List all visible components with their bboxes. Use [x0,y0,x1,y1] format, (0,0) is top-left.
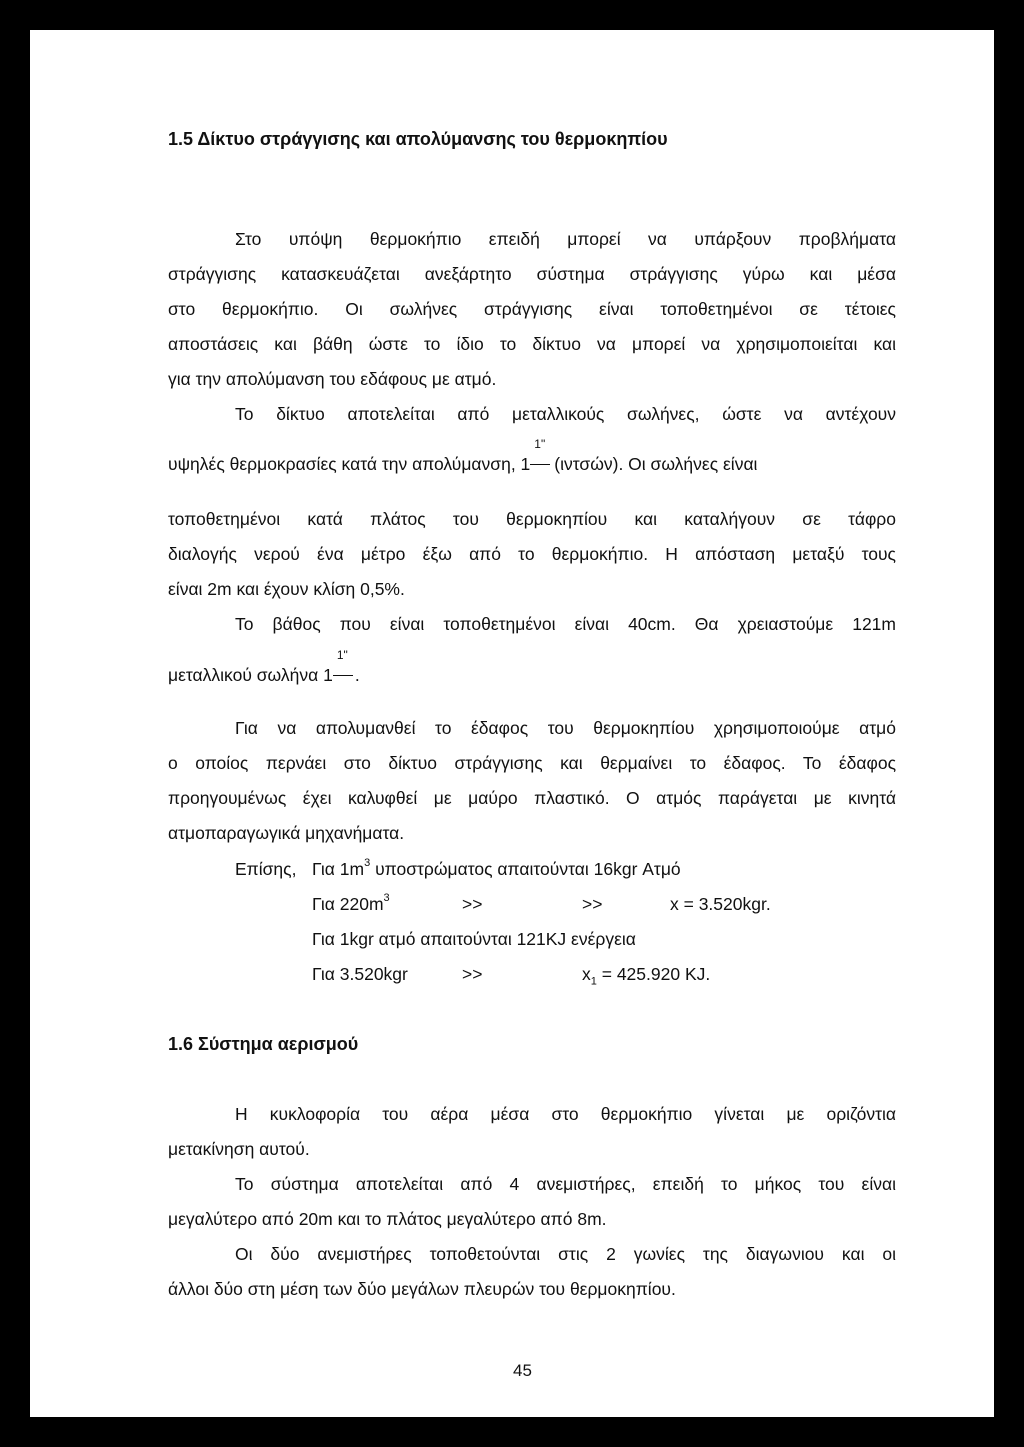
paragraph-line: προηγουμένως έχει καλυφθεί με μαύρο πλαστικό. Ο ατμός παράγεται με κινητά [168,788,896,808]
paragraph-line: Η κυκλοφορία του αέρα μέσα στο θερμοκήπιο γίνεται με οριζόντια [235,1104,896,1124]
paragraph-line: για την απολύμανση του εδάφους με ατμό. [168,369,497,389]
paragraph-line: Στο υπόψη θερμοκήπιο επειδή μπορεί να υπάρξουν προβλήματα [235,229,896,249]
calc-intro: Επίσης, [235,859,297,879]
calc-ditto: >> [462,964,483,984]
calc-ditto: >> [582,894,603,914]
calc-result [582,963,710,993]
section-heading-drainage: 1.5 Δίκτυο στράγγισης και απολύμανσης του θερμοκηπίου [168,129,668,149]
superscript: 3 [383,892,390,904]
calc-row-2-label [312,893,390,915]
paragraph-line: Για να απολυμανθεί το έδαφος του θερμοκηπίου χρησιμοποιούμε ατμό [235,718,896,738]
calc-result: x = 3.520kgr. [670,894,771,914]
calc-row-1 [312,858,681,880]
paragraph-line: ο οποίος περνάει στο δίκτυο στράγγισης και θερμαίνει το έδαφος. Το έδαφος [168,753,896,773]
superscript: 3 [364,857,371,869]
paragraph-line: άλλοι δύο στη μέση των δύο μεγάλων πλευρών του θερμοκηπίου. [168,1279,676,1299]
line-text: (ιντσών). Οι σωλήνες είναι [554,454,758,474]
paragraph-line: είναι 2m και έχουν κλίση 0,5%. [168,579,405,599]
calc-text: Για 1m [312,859,365,879]
paragraph-line: στράγγισης κατασκευάζεται ανεξάρτητο σύστημα στράγγισης γύρω και μέσα [168,264,896,284]
fraction-bar [333,675,353,676]
fraction-bar [530,464,550,465]
paragraph-line-with-fraction [168,437,896,475]
line-text: . [354,665,360,685]
paragraph-line: διαλογής νερού ένα μέτρο έξω από το θερμοκήπιο. Η απόσταση μεταξύ τους [168,544,896,564]
line-text: μεταλλικού σωλήνα 1 [168,665,333,685]
paragraph-line-with-fraction [168,648,360,686]
paragraph-line: ατμοπαραγωγικά μηχανήματα. [168,823,405,843]
page-number: 45 [513,1361,532,1380]
paragraph-line: Το βάθος που είναι τοποθετημένοι είναι 40cm. Θα χρειαστούμε 121m [235,614,896,634]
section-heading-ventilation: 1.6 Σύστημα αερισμού [168,1034,359,1054]
fraction-numerator: 1" [534,437,546,451]
paragraph-line: τοποθετημένοι κατά πλάτος του θερμοκηπίου και καταλήγουν σε τάφρο [168,509,896,529]
calc-text: υποστρώματος απαιτούνται 16kgr Ατμό [370,859,681,879]
calc-row-4-label: Για 3.520kgr [312,964,408,984]
fraction-numerator: 1" [336,648,348,662]
paragraph-line: Οι δύο ανεμιστήρες τοποθετούνται στις 2 γωνίες της διαγωνιου και οι [235,1244,896,1264]
fraction-inch [333,648,355,686]
subscript: 1 [590,975,597,988]
calc-text: = 425.920 KJ. [596,964,711,984]
calc-ditto: >> [462,894,483,914]
paragraph-line: στο θερμοκήπιο. Οι σωλήνες στράγγισης είναι τοποθετημένοι σε τέτοιες [168,299,896,319]
paragraph-line: Το σύστημα αποτελείται από 4 ανεμιστήρες, επειδή το μήκος του είναι [235,1174,896,1194]
line-text: υψηλές θερμοκρασίες κατά την απολύμανση, 1 [168,454,531,474]
line-segment [168,437,758,475]
fraction-inch [530,437,554,475]
variable: x [582,964,591,984]
document-page [30,30,994,1417]
paragraph-line: αποστάσεις και βάθη ώστε το ίδιο το δίκτυο να μπορεί να χρησιμοποιείται και [168,334,896,354]
calc-row-3: Για 1kgr ατμό απαιτούνται 121KJ ενέργεια [312,929,636,949]
calc-text: Για 220m [312,894,384,914]
paragraph-line: Το δίκτυο αποτελείται από μεταλλικούς σωλήνες, ώστε να αντέχουν [235,404,896,424]
paragraph-line: μετακίνηση αυτού. [168,1139,310,1159]
paragraph-line: μεγαλύτερο από 20m και το πλάτος μεγαλύτερο από 8m. [168,1209,607,1229]
